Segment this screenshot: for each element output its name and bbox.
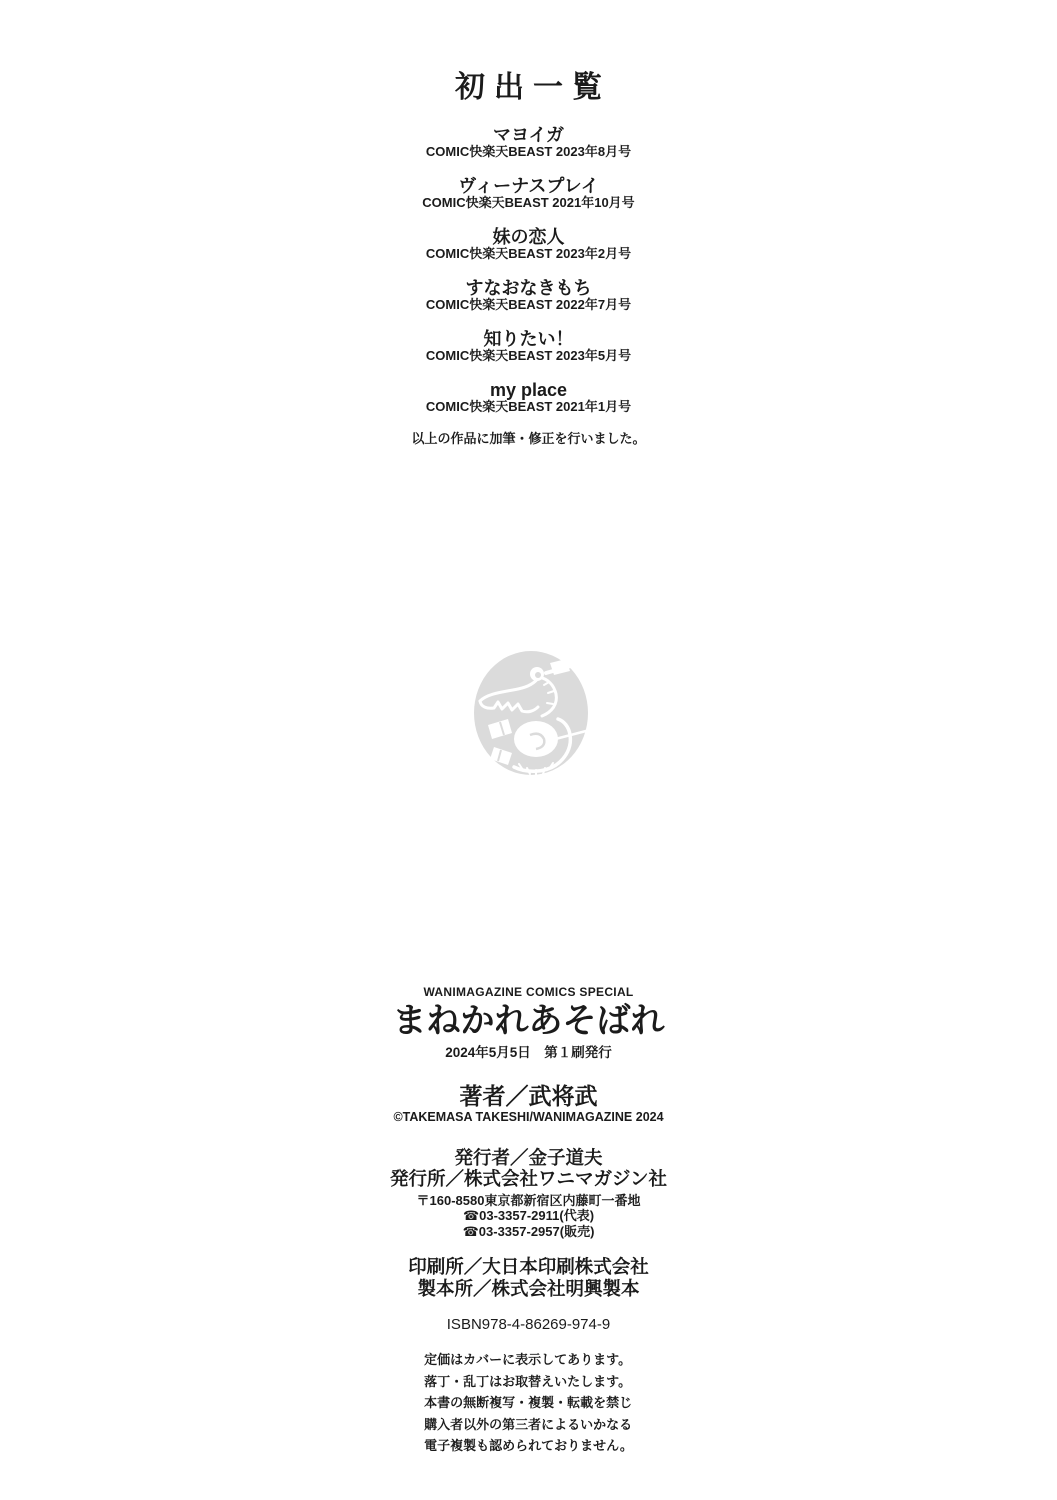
publication-entry: [0, 228, 1057, 261]
wanimagazine-crocodile-logo-icon: [474, 651, 588, 775]
publication-entry: [0, 381, 1057, 414]
notice-line: 本書の無断複写・複製・転載を禁じ: [424, 1395, 633, 1410]
printer-line: 印刷所／大日本印刷株式会社: [408, 1256, 649, 1277]
author-line: 著者／武将武: [459, 1083, 598, 1109]
notice-line: 購入者以外の第三者によるいかなる: [424, 1416, 633, 1432]
colophon-section: [0, 986, 1057, 1457]
first-publication-section: [0, 73, 1057, 446]
work-title: 妹の恋人: [492, 227, 565, 247]
publication-entry: [0, 177, 1057, 210]
notice-line: 定価はカバーに表示してあります。: [424, 1352, 632, 1367]
copyright-line: ©TAKEMASA TAKESHI/WANIMAGAZINE 2024: [393, 1110, 664, 1124]
work-title: ヴィーナスプレイ: [458, 176, 599, 196]
publication-entry: [0, 126, 1057, 159]
legal-notice-block: [424, 1349, 633, 1457]
work-title: my place: [489, 380, 568, 400]
series-label: WANIMAGAZINE COMICS SPECIAL: [423, 985, 634, 999]
work-source: COMIC快楽天BEAST 2021年10月号: [422, 195, 635, 210]
work-title: 知りたい！: [483, 329, 574, 349]
revision-note: 以上の作品に加筆・修正を行いました。: [411, 431, 646, 446]
work-source: COMIC快楽天BEAST 2023年2月号: [425, 246, 632, 261]
publication-entry: [0, 279, 1057, 312]
notice-line: 落丁・乱丁はお取替えいたします。: [424, 1373, 632, 1389]
work-title: すなおなきもち: [465, 278, 592, 298]
binder-line: 製本所／株式会社明興製本: [417, 1278, 640, 1299]
legal-notice: [0, 1349, 1057, 1457]
work-source: COMIC快楽天BEAST 2023年8月号: [425, 144, 632, 159]
book-title: まねかれあそばれ: [392, 1002, 665, 1040]
publisher-address: 〒160-8580東京都新宿区内藤町一番地: [416, 1193, 641, 1208]
publisher-person: 発行者／金子道夫: [454, 1147, 603, 1168]
work-source: COMIC快楽天BEAST 2022年7月号: [425, 297, 632, 312]
phone-main: ☎03-3357-2911(代表): [462, 1208, 595, 1223]
publisher-company: 発行所／株式会社ワニマガジン社: [389, 1168, 668, 1189]
work-source: COMIC快楽天BEAST 2021年1月号: [425, 399, 632, 414]
work-source: COMIC快楽天BEAST 2023年5月号: [425, 348, 632, 363]
phone-sales: ☎03-3357-2957(販売): [462, 1224, 595, 1239]
edition-date: 2024年5月5日 第１刷発行: [445, 1045, 612, 1060]
page-title: 初出一覧: [455, 71, 611, 104]
notice-line: 電子複製も認められておりません。: [424, 1438, 633, 1453]
work-title: マヨイガ: [493, 125, 564, 145]
publication-entry: [0, 330, 1057, 363]
isbn-number: ISBN978-4-86269-974-9: [446, 1316, 611, 1333]
